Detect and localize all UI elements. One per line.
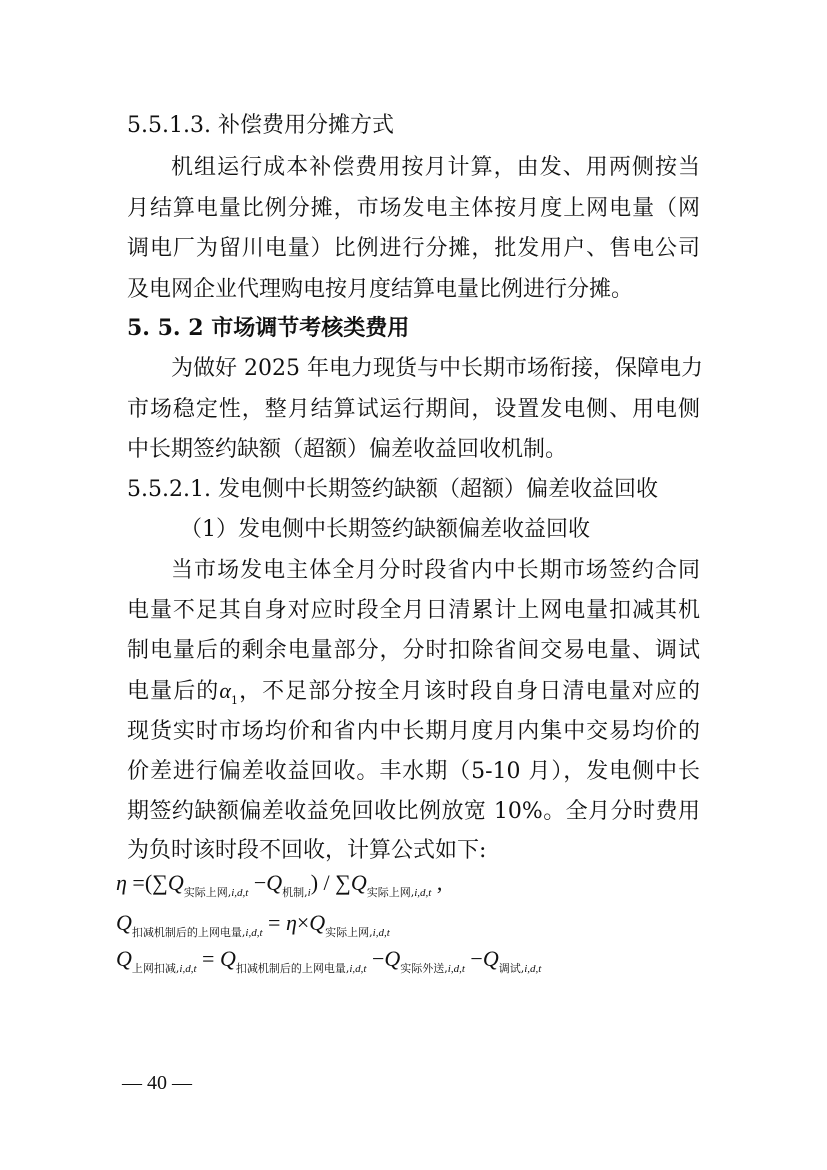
- subscript-label: 实际外送,: [400, 962, 448, 975]
- subscript-label: 调试,: [498, 962, 525, 975]
- subscript-label: 扣减机制后的上网电量,: [235, 962, 350, 975]
- subscript-index: i,d,t: [372, 927, 390, 939]
- paragraph-line: 为负时该时段不回收，计算公式如下:: [127, 838, 487, 863]
- subscript-index: i,d,t: [414, 887, 432, 899]
- subscript-index: i,d,t: [231, 887, 249, 899]
- subscript-index: i: [307, 887, 311, 899]
- paragraph-line: 当市场发电主体全月分时段省内中长期市场签约合同: [171, 558, 700, 583]
- subscript-label: 实际上网,: [325, 926, 373, 939]
- q-symbol: Q: [482, 946, 499, 971]
- paragraph-line: 调电厂为留川电量）比例进行分摊，批发用户、售电公司: [127, 236, 700, 261]
- paragraph-line: 市场稳定性，整月结算试运行期间，设置发电侧、用电侧: [127, 397, 700, 422]
- formula-after-mech: $Q_{扣减机制后的上网电量,i,d,t} = \eta\times Q_{实际上网,i,d,t}$: [116, 910, 390, 939]
- paragraph-line: 现货实时市场均价和省内中长期月度月内集中交易均价的: [127, 719, 700, 744]
- q-symbol: Q: [384, 946, 401, 971]
- paragraph-line: 电量不足其自身对应时段全月日清累计上网电量扣减其机: [127, 598, 700, 623]
- page-number: — 40 —: [122, 1072, 192, 1094]
- paragraph-line: 月结算电量比例分摊，市场发电主体按月度上网电量（网: [127, 196, 700, 221]
- subscript-index: i,d,t: [524, 963, 542, 975]
- subscript-index: i,d,t: [447, 963, 465, 975]
- text-run: ，不足部分按全月该时段自身日清电量对应的: [237, 679, 700, 704]
- subscript-label: 实际上网,: [183, 886, 232, 899]
- q-symbol: Q: [116, 946, 132, 971]
- subscript-label: 实际上网,: [366, 886, 415, 899]
- formula-grid-deduct: $Q_{上网扣减,i,d,t} = Q_{扣减机制后的上网电量,i,d,t} -Q_{实际外送,i,d,t} -Q_{调试,i,d,t}$: [116, 946, 542, 975]
- section-heading-5-5-2: 5. 5. 2 市场调节考核类费用: [127, 315, 410, 341]
- subscript-label: 扣减机制后的上网电量,: [131, 926, 246, 939]
- q-symbol: Q: [116, 910, 132, 935]
- section-heading-5-5-2-1: 5.5.2.1. 发电侧中长期签约缺额（超额）偏差收益回收: [127, 477, 658, 502]
- paragraph-line: 机组运行成本补偿费用按月计算，由发、用两侧按当: [171, 155, 700, 180]
- subscript-index: i,d,t: [179, 963, 197, 975]
- subsection-heading: （1）发电侧中长期签约缺额偏差收益回收: [180, 517, 590, 542]
- paragraph-line-with-alpha: [127, 677, 700, 715]
- paragraph-line: 中长期签约缺额（超额）偏差收益回收机制。: [127, 437, 568, 462]
- paragraph-line: 制电量后的剩余电量部分，分时扣除省间交易电量、调试: [127, 638, 700, 663]
- q-symbol: Q: [167, 870, 184, 895]
- q-symbol: Q: [309, 910, 326, 935]
- formula-eta: $\eta =(\sum Q_{实际上网,i,d,t} -Q_{机制,i}) / \sum Q_{实际上网,i,d,t}$ ,: [116, 870, 443, 899]
- alpha-subscript: 1: [230, 694, 238, 707]
- eta-symbol: η: [116, 870, 127, 895]
- section-heading-5-5-1-3: 5.5.1.3. 补偿费用分摊方式: [127, 113, 394, 138]
- paragraph-line: 及电网企业代理购电按月度结算电量比例进行分摊。: [127, 277, 634, 302]
- q-symbol: Q: [350, 870, 367, 895]
- paragraph-line: 为做好 2025 年电力现货与中长期市场衔接，保障电力: [171, 356, 703, 381]
- subscript-label: 上网扣减,: [131, 962, 180, 975]
- alpha-symbol: α: [219, 678, 231, 703]
- q-symbol: Q: [219, 946, 236, 971]
- paragraph-line: 期签约缺额偏差收益免回收比例放宽 10%。全月分时费用: [127, 799, 700, 824]
- subscript-index: i,d,t: [349, 963, 367, 975]
- subscript-index: i,d,t: [245, 927, 263, 939]
- q-symbol: Q: [266, 870, 283, 895]
- paragraph-line: 价差进行偏差收益回收。丰水期（5-10 月），发电侧中长: [127, 759, 700, 784]
- eta-symbol: η: [285, 910, 297, 935]
- subscript-label: 机制,: [282, 886, 308, 899]
- text-run: 电量后的: [127, 679, 220, 704]
